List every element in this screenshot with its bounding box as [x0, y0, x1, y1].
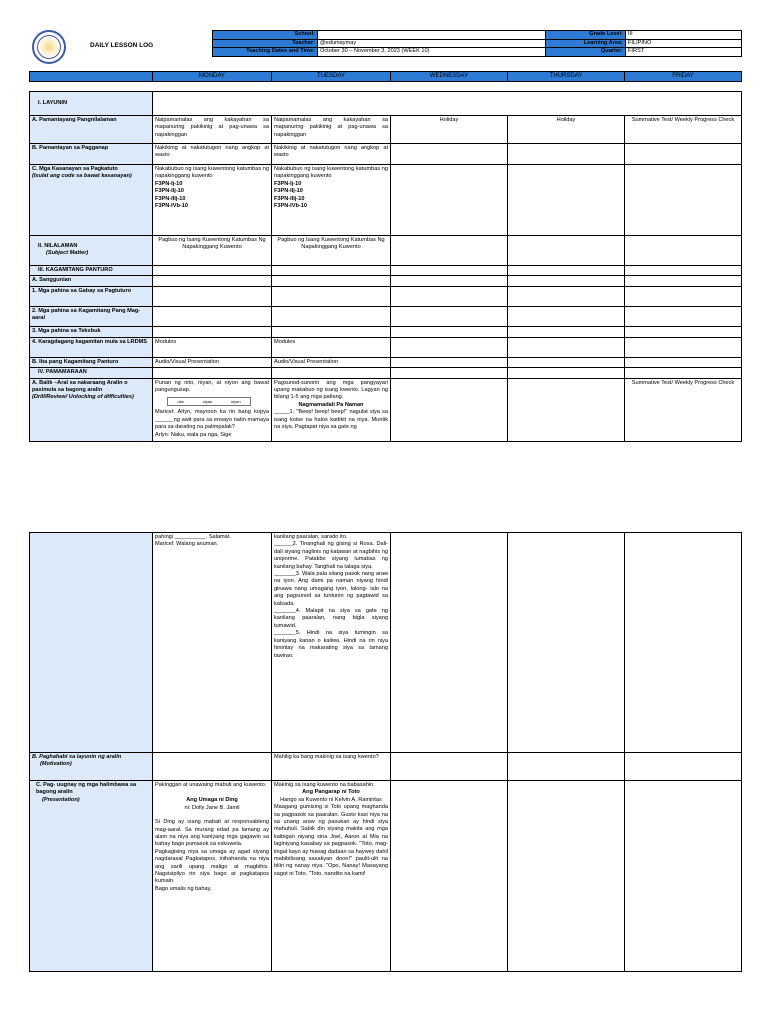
day-wednesday: WEDNESDAY — [391, 72, 508, 82]
pamantayang-tue: Naipamamalas ang kakayahan sa mapanuring pakikinig at pag-unawa sa napakinggan — [272, 116, 391, 144]
balik-tue-cont: kanilang paaralan, sarado ito. ______2. Tinanghali ng gising si Rosa. Dali-dali siyang naglinis ng katawan at nagbihis ng uniporme. Patakbo siyang lumabas ng kanilang bahay. Tanghali na talaga siya. _______3. Wala pala silang pasok nang araw na iyon. Ang dami pa naman niyang hindi ginawa nang umagang iyon, lalong- lalo na ang pagsunod sa tuntunin ng pagtawid sa kalsada. _______4. Malapit na siya sa gate ng kanilang paaralan, nang bigla siyang tumawid. _______5. Hindi na siya tumingin sa kaniyang kanan o kaliwa. Hindi na rin niya hinintay na makarating siya sa tamang tawiran. — [272, 533, 391, 753]
kasanayan-tue: Nakabubuo ng isang kuwentong katumbas ng napakinggang kuwento F3PN-Ij-10 F3PN-IIj-10 F3PN-IIIj-10 F3PN-IVb-10 — [272, 165, 391, 236]
pagganap-mon: Nakikinig at nakatutugon nang angkop at wasto — [153, 144, 272, 165]
day-blank — [30, 72, 153, 82]
kasanayan-label: C. Mga Kasanayan sa Pagkatuto — [32, 166, 118, 172]
pamantayang-mon: Naipamamalas ang kakayahan sa mapanuring pakikinig at pag-unawa sa napakinggan — [153, 116, 272, 144]
paghahabi-cell — [30, 753, 153, 781]
pag-uugnay-sub: (Presentation) — [42, 796, 80, 803]
kasanayan-cell — [30, 165, 153, 236]
balik-tue: Pagsunod-sunorin ang mga pangyayari upang makabuo ng isang kwento. Lagyan ng bilang 1-5 ang mga patlang. Nagmamadali Pa Naman _____1. "Beep! beep! beep!" nagulat siya sa isang kotse na halos kadikit na niya. Muntik na siya. Pagtapat niya sa gate ng — [272, 378, 391, 441]
teacher-value: @edumaymay — [318, 39, 546, 48]
pamantayang-wed: Holiday — [391, 116, 508, 144]
day-tuesday: TUESDAY — [272, 72, 391, 82]
day-monday: MONDAY — [153, 72, 272, 82]
layunin-heading: I. LAYUNIN — [30, 92, 153, 116]
grade-label: Grade Level: — [546, 31, 626, 40]
sanggunian-label: A. Sanggunian — [30, 276, 153, 286]
lrdms-mon: Modules — [153, 337, 272, 357]
nilalaman-label: II. NILALAMAN — [38, 243, 78, 249]
grade-value: III — [626, 31, 742, 40]
paghahabi-tue: Mahilig ka bang makinig sa isang kwento? — [272, 753, 391, 781]
nilalaman-cell — [30, 236, 153, 266]
layunin-blank — [153, 92, 742, 116]
area-label: Learning Area: — [546, 39, 626, 48]
day-thursday: THURSDAY — [508, 72, 625, 82]
teksbuk-label: 3. Mga pahina sa Teksbuk — [30, 326, 153, 337]
dates-value: October 30 – November 3, 2023 (WEEK 10) — [318, 48, 546, 57]
doc-title: DAILY LESSON LOG — [90, 42, 154, 49]
pamantayang-label: A. Pamantayang Pangnilalaman — [30, 116, 153, 144]
pamantayang-thu: Holiday — [508, 116, 625, 144]
balik-label: A. Balik –Aral sa nakaraang Aralin o pasimula sa bagong aralin — [32, 379, 128, 394]
balik-fri: Summative Test/ Weekly Progress Check — [625, 378, 742, 441]
pag-uugnay-cell — [30, 781, 153, 972]
header-table — [212, 30, 742, 57]
lesson-table-page1 — [29, 91, 742, 442]
pamamaraan-heading: IV. PAMAMARAAN — [30, 368, 153, 378]
school-value — [318, 31, 546, 40]
pag-uugnay-label: C. Pag- uugnay ng mga halimbawa sa bagong aralin — [36, 782, 137, 796]
balik-cell — [30, 378, 153, 441]
pagganap-label: B. Pamantayan sa Pagganap — [30, 144, 153, 165]
pagganap-tue: Nakikinig at nakatutugon nang angkop at wasto — [272, 144, 391, 165]
day-friday: FRIDAY — [625, 72, 742, 82]
dates-label: Teaching Dates and Time: — [213, 48, 318, 57]
quarter-label: Quarter: — [546, 48, 626, 57]
pamantayang-fri: Summative Test/ Weekly Progress Check — [625, 116, 742, 144]
quarter-value: FIRST — [626, 48, 742, 57]
lrdms-tue: Modules — [272, 337, 391, 357]
paghahabi-label: B. Paghahabi sa layunin ng aralin — [32, 754, 122, 760]
iba-pang-mon: Audio/Visual Presentation — [153, 357, 272, 367]
balik-sub: (Drill/Review/ Unlocking of difficulties) — [32, 394, 134, 401]
balik-mon: Punan ng nito, niyan, at niyon ang bawat pangungusap. nito niyan niyon Maricel: Arlyn, mayroon ka rin bang kopya ______ng awit para sa ensayo natin mamaya para sa darating na patimpalak? Arlyn: Naku, wala pa nga, Sige — [153, 378, 272, 441]
lrdms-label: 4. Karagdagang kagamitan mula sa LRDMS — [30, 337, 153, 357]
area-value: FILIPINO — [626, 39, 742, 48]
school-label: School: — [213, 31, 318, 40]
paghahabi-sub: (Motivation) — [40, 761, 72, 768]
iba-pang-label: B. Iba pang Kagamitang Panturo — [30, 357, 153, 367]
nilalaman-tue: Pagbuo ng Isang Kuwentong Katumbas Ng Napakinggang Kuwento — [272, 236, 391, 266]
mag-aaral-label: 2. Mga pahina sa Kagamitang Pang Mag-aaral — [30, 306, 153, 326]
days-header — [29, 71, 742, 82]
kasanayan-mon: Nakabubuo ng isang kuwentong katumbas ng napakinggang kuwento F3PN-Ij-10 F3PN-IIj-10 F3PN-IIIj-10 F3PN-IVb-10 — [153, 165, 272, 236]
nilalaman-mon: Pagbuo ng Isang Kuwentong Katumbas Ng Napakinggang Kuwento — [153, 236, 272, 266]
balik-mon-cont: pahingi __________. Salamat. Maricel: Walang anuman. — [153, 533, 272, 753]
pag-uugnay-mon: Pakinggan at unawaing mabuti ang kuwento. Ang Umaga ni Ding ni: Dolly Jane B. Jamil Si Ding ay isang mabait at responsableng mag-aaral. Sa murang edad pa lamang ay alam na niya ang kaniyang mga gagawin sa bahay bago pumasok sa eskuwela. Pagkagising niya sa umaga ay agad siyang nagdarasal Pagkatapos, inihahanda na niya ang sarili upang maligo at magbihis. Nagsisipilyo rin siya bago at pagkatapos kumain. Bago umalis ng bahay, — [153, 781, 272, 972]
nilalaman-sub: (Subject Matter) — [46, 250, 89, 257]
deped-seal-icon — [32, 30, 66, 64]
iba-pang-tue: Audio/Visual Presentation — [272, 357, 391, 367]
teacher-label: Teacher: — [213, 39, 318, 48]
word-box: nito niyan niyon — [167, 397, 251, 406]
lesson-table-page2 — [29, 532, 742, 972]
pag-uugnay-tue: Makinig sa isang kuwento na babasahin. Ang Pangarap ni Toto Hango sa Kuwento ni Kelvin A. Ramintas Maagang gumising si Toto upang maghanda sa pagpasok sa paaralan. Gusto kasi niya na sa unang araw ng pasukan ay hindi siya mahuhuli. Sabik din siyang makita ang mga kaibigan niyang sina Joel, Aaron at Mia na laginiyang kasabay sa pagpasok. "Toto, mag-iingat kayo ay huwag dadaan sa haywey dahil mabibilisang sasakyan doon!" paulit-ulit na bilin ng nanay niya. "Opo, Nanay! Masayang sagot ni Toto. "Toto, nandito na kami! — [272, 781, 391, 972]
kagamitan-heading: III. KAGAMITANG PANTURO — [30, 266, 153, 276]
gabay-label: 1. Mga pahina sa Gabay sa Pagtuturo — [30, 286, 153, 306]
kasanayan-sub: (Isulat ang code sa bawat kasanayan) — [32, 173, 132, 180]
